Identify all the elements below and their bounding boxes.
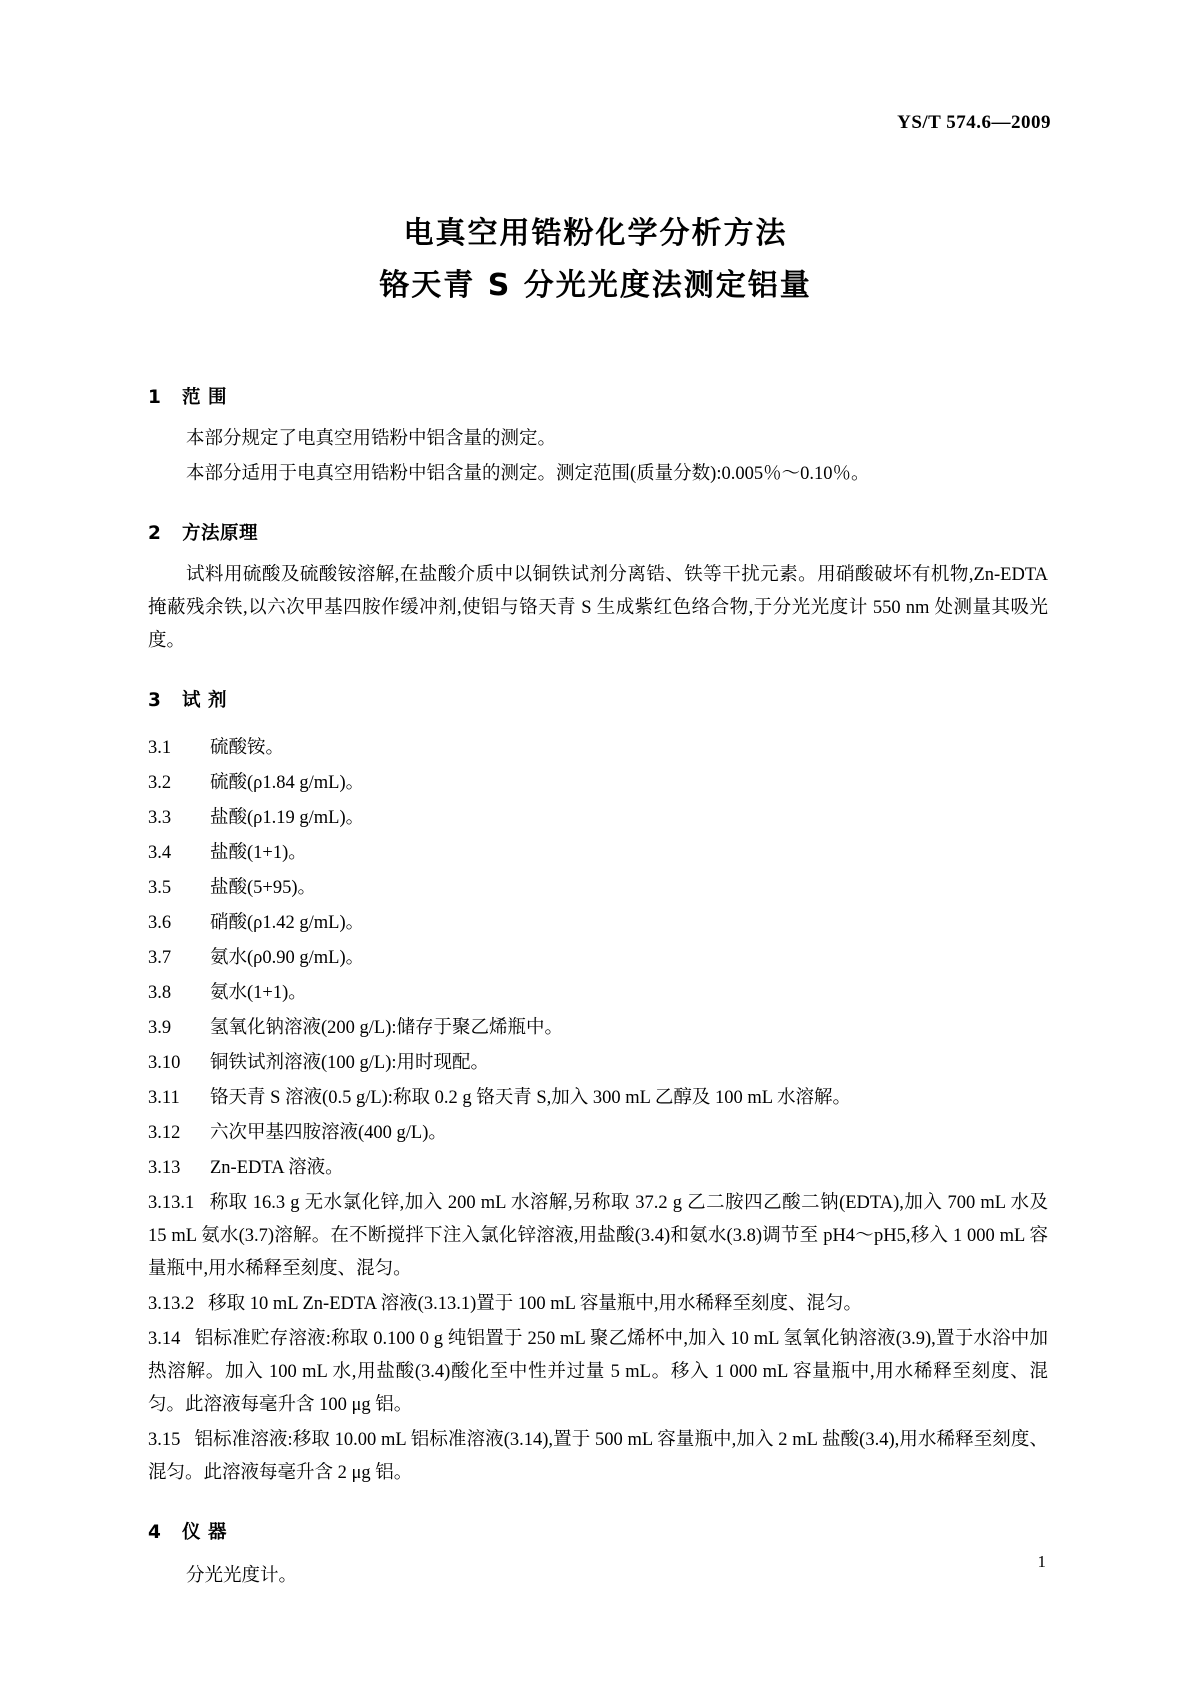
reagent-item <box>148 767 1048 800</box>
reagent-label: 3.5 <box>148 878 172 898</box>
reagent-text: Zn-EDTA 溶液。 <box>210 1158 344 1178</box>
reagent-block-text: 称取 16.3 g 无水氯化锌,加入 200 mL 水溶解,另称取 37.2 g 乙二胺四乙酸二钠(EDTA),加入 700 mL 水及 15 mL 氨水(3.7)溶解。在不断搅拌下注入氯化锌溶液,用盐酸(3.4)和氨水(3.8)调节至 pH4～pH5,移入 1 000 mL 容量瓶中,用水稀释至刻度、混匀。 <box>148 1193 1049 1279</box>
document-body <box>148 355 1048 1612</box>
title-line-1: 电真空用锆粉化学分析方法 <box>403 216 788 251</box>
reagent-item <box>148 802 1048 835</box>
section-title-2: 方法原理 <box>182 523 259 544</box>
reagent-item <box>148 1012 1048 1045</box>
section-number-3: 3 <box>148 690 162 711</box>
reagent-label: 3.10 <box>148 1053 181 1073</box>
standard-number: YS/T 574.6—2009 <box>897 112 1051 133</box>
reagent-item <box>148 977 1048 1010</box>
section-title-4: 仪 器 <box>182 1522 227 1543</box>
reagent-text: 硫酸(ρ1.84 g/mL)。 <box>210 773 365 793</box>
reagent-block-text: 铝标准溶液:移取 10.00 mL 铝标准溶液(3.14),置于 500 mL 容量瓶中,加入 2 mL 盐酸(3.4),用水稀释至刻度、混匀。此溶液每毫升含 2 μg 铝。 <box>148 1430 1048 1483</box>
reagent-label: 3.3 <box>148 808 172 828</box>
reagent-block-label: 3.15 <box>148 1430 181 1450</box>
reagent-text: 氨水(1+1)。 <box>210 983 307 1003</box>
section-heading-principle <box>148 519 1048 545</box>
reagent-label: 3.8 <box>148 983 172 1003</box>
reagent-text: 盐酸(1+1)。 <box>210 843 307 863</box>
page-number: 1 <box>1037 1552 1046 1571</box>
reagent-block-label: 3.13.2 <box>148 1294 195 1314</box>
title-line-2: 铬天青 S 分光光度法测定铝量 <box>379 268 812 303</box>
scope-paragraph-2: 本部分适用于电真空用锆粉中铝含量的测定。测定范围(质量分数):0.005％～0.10％。 <box>186 464 870 484</box>
section-number-2: 2 <box>148 523 162 544</box>
scope-paragraph-1: 本部分规定了电真空用锆粉中铝含量的测定。 <box>186 429 557 449</box>
reagent-text: 六次甲基四胺溶液(400 g/L)。 <box>210 1123 447 1143</box>
reagent-item <box>148 1047 1048 1080</box>
apparatus-paragraph-1: 分光光度计。 <box>186 1566 298 1586</box>
reagent-text: 盐酸(ρ1.19 g/mL)。 <box>210 808 365 828</box>
reagent-block-text: 铝标准贮存溶液:称取 0.100 0 g 纯铝置于 250 mL 聚乙烯杯中,加入 10 mL 氢氧化钠溶液(3.9),置于水浴中加热溶解。加入 100 mL 水,用盐酸(3.4)酸化至中性并过量 5 mL。移入 1 000 mL 容量瓶中,用水稀释至刻度、混匀。此溶液每毫升含 100 μg 铝。 <box>148 1329 1048 1415</box>
reagent-text: 硫酸铵。 <box>210 738 285 758</box>
section-heading-scope <box>148 383 1048 409</box>
principle-paragraph-1: 试料用硫酸及硫酸铵溶解,在盐酸介质中以铜铁试剂分离锆、铁等干扰元素。用硝酸破坏有机物,Zn-EDTA 掩蔽残余铁,以六次甲基四胺作缓冲剂,使铝与铬天青 S 生成紫红色络合物,于分光光度计 550 nm 处测量其吸光度。 <box>148 565 1048 651</box>
reagent-text: 氨水(ρ0.90 g/mL)。 <box>210 948 365 968</box>
reagent-text: 硝酸(ρ1.42 g/mL)。 <box>210 913 365 933</box>
reagent-label: 3.12 <box>148 1123 181 1143</box>
reagent-item <box>148 1082 1048 1115</box>
section-title-1: 范 围 <box>182 387 227 408</box>
reagent-text: 盐酸(5+95)。 <box>210 878 317 898</box>
section-heading-reagents <box>148 686 1048 712</box>
reagent-text: 氢氧化钠溶液(200 g/L):储存于聚乙烯瓶中。 <box>210 1018 564 1038</box>
reagent-block <box>148 1187 1048 1286</box>
reagent-block-label: 3.14 <box>148 1329 181 1349</box>
reagent-block <box>148 1323 1048 1422</box>
reagent-label: 3.9 <box>148 1018 172 1038</box>
reagent-label: 3.2 <box>148 773 172 793</box>
reagent-label: 3.7 <box>148 948 172 968</box>
reagent-label: 3.6 <box>148 913 172 933</box>
reagent-block <box>148 1424 1048 1490</box>
section-title-3: 试 剂 <box>182 690 227 711</box>
reagent-label: 3.4 <box>148 843 172 863</box>
document-title <box>0 208 1191 312</box>
reagent-label: 3.13 <box>148 1158 181 1178</box>
reagent-item <box>148 942 1048 975</box>
reagent-block <box>148 1288 1048 1321</box>
section-number-1: 1 <box>148 387 162 408</box>
reagent-item <box>148 872 1048 905</box>
reagent-item <box>148 907 1048 940</box>
reagent-label: 3.1 <box>148 738 172 758</box>
reagent-block-label: 3.13.1 <box>148 1193 195 1213</box>
reagent-item <box>148 1117 1048 1150</box>
reagent-block-text: 移取 10 mL Zn-EDTA 溶液(3.13.1)置于 100 mL 容量瓶中,用水稀释至刻度、混匀。 <box>208 1294 862 1314</box>
reagent-item <box>148 837 1048 870</box>
section-number-4: 4 <box>148 1522 162 1543</box>
reagent-item <box>148 732 1048 765</box>
reagent-label: 3.11 <box>148 1088 180 1108</box>
reagent-text: 铬天青 S 溶液(0.5 g/L):称取 0.2 g 铬天青 S,加入 300 mL 乙醇及 100 mL 水溶解。 <box>210 1088 851 1108</box>
reagent-item <box>148 1152 1048 1185</box>
reagent-text: 铜铁试剂溶液(100 g/L):用时现配。 <box>210 1053 490 1073</box>
section-heading-apparatus <box>148 1518 1048 1544</box>
